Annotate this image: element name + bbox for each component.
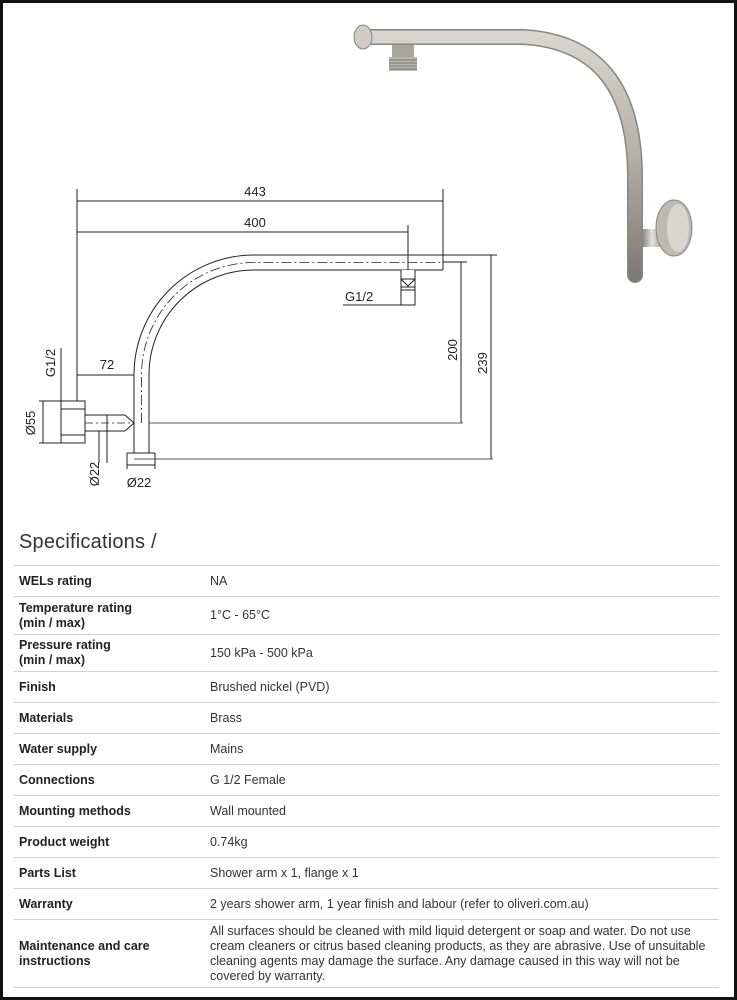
spec-value: G 1/2 Female bbox=[204, 765, 719, 796]
spec-row bbox=[13, 889, 719, 920]
product-drawing bbox=[3, 3, 737, 503]
spec-value: 2 years shower arm, 1 year finish and labour (refer to oliveri.com.au) bbox=[204, 889, 719, 920]
spec-row bbox=[13, 796, 719, 827]
dim-outlet-thread: G1/2 bbox=[345, 289, 374, 304]
spec-value: Wall mounted bbox=[204, 796, 719, 827]
spec-row bbox=[13, 703, 719, 734]
spec-value: 1°C - 65°C bbox=[204, 597, 719, 635]
spec-value: Shower arm x 1, flange x 1 bbox=[204, 858, 719, 889]
spec-value: 150 kPa - 500 kPa bbox=[204, 635, 719, 672]
spec-label: Temperature rating (min / max) bbox=[13, 597, 204, 635]
spec-value: Brass bbox=[204, 703, 719, 734]
dim-arm-length: 400 bbox=[244, 215, 266, 230]
spec-label: Parts List bbox=[13, 858, 204, 889]
dim-pipe-diameter: Ø22 bbox=[126, 475, 152, 490]
spec-row bbox=[13, 734, 719, 765]
spec-label: Product weight bbox=[13, 827, 204, 858]
spec-label: Materials bbox=[13, 703, 204, 734]
spec-label: Maintenance and care instructions bbox=[13, 920, 204, 988]
spec-value: NA bbox=[204, 566, 719, 597]
spec-label: Warranty bbox=[13, 889, 204, 920]
specifications-title: Specifications / bbox=[19, 531, 157, 553]
spec-row bbox=[13, 765, 719, 796]
spec-row bbox=[13, 566, 719, 597]
spec-value: All surfaces should be cleaned with mild liquid detergent or soap and water. Do not use cream cleaners or citrus based cleaning products, as they are abrasive. Use of unsuitable cleaning agents may damage the surface. Any damage caused in this way will not be covered by warranty. bbox=[204, 920, 719, 988]
spec-label: Connections bbox=[13, 765, 204, 796]
spec-value: Brushed nickel (PVD) bbox=[204, 672, 719, 703]
spec-row bbox=[13, 672, 719, 703]
dim-inlet-diameter: Ø22 bbox=[87, 461, 102, 487]
spec-row bbox=[13, 920, 719, 988]
spec-value: 0.74kg bbox=[204, 827, 719, 858]
spec-row bbox=[13, 597, 719, 635]
dim-rise: 200 bbox=[445, 339, 460, 361]
spec-row bbox=[13, 635, 719, 672]
dim-flange-diameter: Ø55 bbox=[23, 410, 38, 436]
spec-label: WELs rating bbox=[13, 566, 204, 597]
dim-overall-length: 443 bbox=[244, 184, 266, 199]
spec-value: Mains bbox=[204, 734, 719, 765]
product-photo bbox=[354, 25, 692, 275]
spec-label: Water supply bbox=[13, 734, 204, 765]
spec-label: Mounting methods bbox=[13, 796, 204, 827]
spec-row bbox=[13, 827, 719, 858]
dim-total-height: 239 bbox=[475, 352, 490, 374]
specifications-table bbox=[13, 565, 719, 988]
dim-inlet-thread: G1/2 bbox=[43, 348, 58, 378]
dim-flange-offset: 72 bbox=[99, 357, 115, 372]
spec-row bbox=[13, 858, 719, 889]
technical-drawing bbox=[39, 189, 497, 469]
spec-label: Finish bbox=[13, 672, 204, 703]
spec-label: Pressure rating (min / max) bbox=[13, 635, 204, 672]
